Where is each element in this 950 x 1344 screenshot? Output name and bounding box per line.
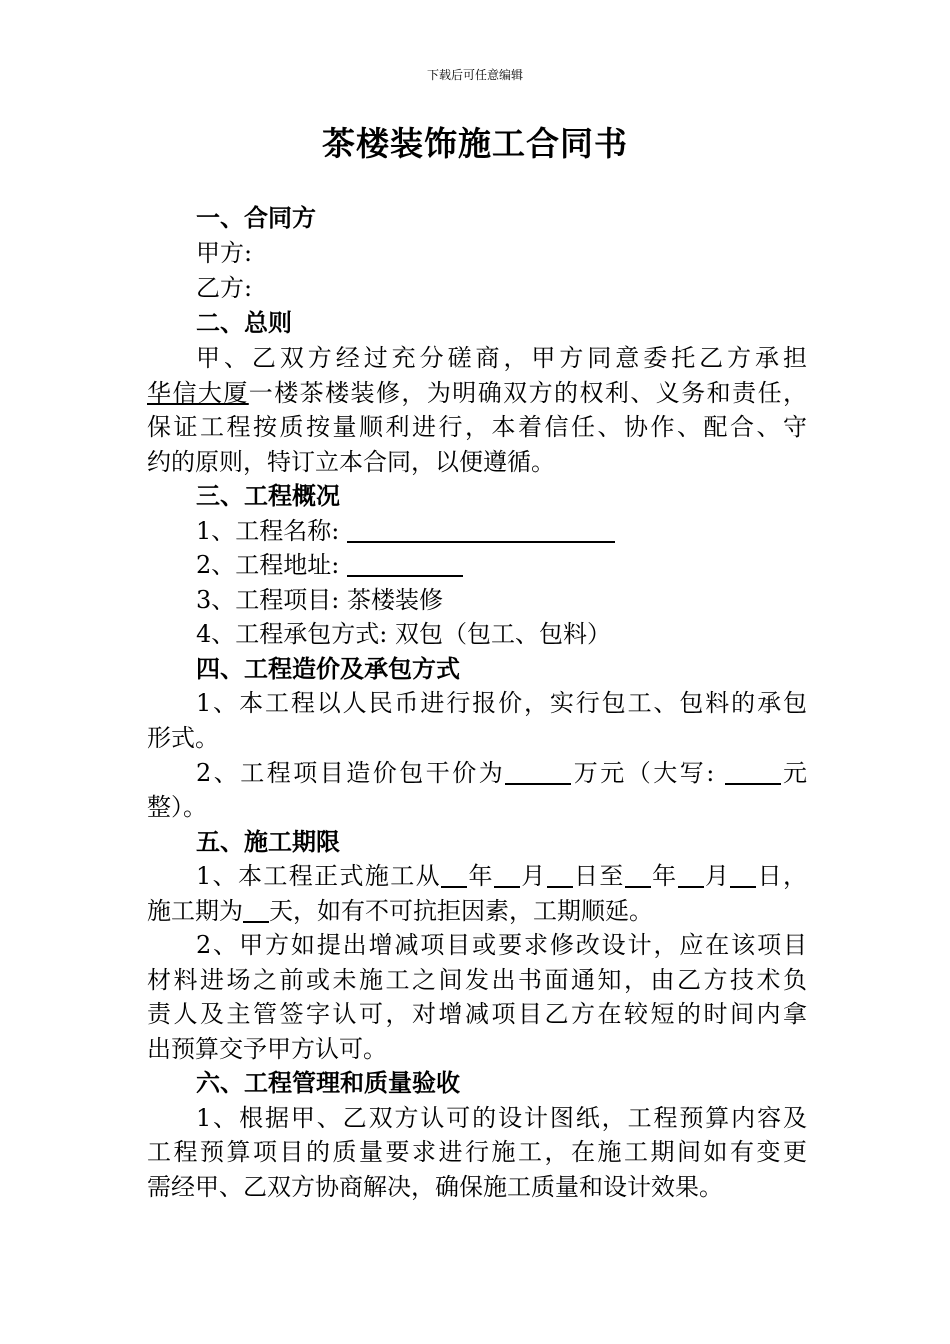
price-clause-1-line-2: 形式。 <box>147 724 219 752</box>
general-line-3: 保证工程按质按量顺利进行，本着信任、协作、配合、守 <box>147 413 807 441</box>
party-a-label: 甲方: <box>196 239 253 267</box>
price-text-b: 万元（大写: <box>571 759 715 787</box>
end-month-blank <box>678 860 704 888</box>
start-month-blank <box>494 860 520 888</box>
price-uppercase-blank <box>725 757 781 785</box>
header-note: 下载后可任意编辑 <box>426 68 523 82</box>
quality-clause-1-line-3: 需经甲、乙双方协商解决，确保施工质量和设计效果。 <box>147 1173 723 1201</box>
price-blank <box>505 757 571 785</box>
party-b-label: 乙方: <box>196 274 253 302</box>
period-clause-2-line-1: 2、甲方如提出增减项目或要求修改设计，应在该项目 <box>196 931 807 959</box>
project-item: 3、工程项目: 茶楼装修 <box>196 586 443 614</box>
period-clause-1-line-1 <box>196 859 807 893</box>
quality-clause-1-line-2: 工程预算项目的质量要求进行施工，在施工期间如有变更 <box>147 1138 807 1166</box>
period-clause-2-line-2: 材料进场之前或未施工之间发出书面通知，由乙方技术负 <box>147 966 807 994</box>
month-label: 月 <box>519 862 547 890</box>
day-end-label: 日， <box>756 862 807 890</box>
quality-clause-1-line-1: 1、根据甲、乙双方认可的设计图纸，工程预算内容及 <box>196 1104 807 1132</box>
start-day-blank <box>547 860 573 888</box>
project-address-label: 2、工程地址: <box>196 551 340 579</box>
general-line-2-rest: 一楼茶楼装修，为明确双方的权利、义务和责任， <box>248 379 807 407</box>
price-text-c: 元 <box>780 759 807 787</box>
general-line-1: 甲、乙双方经过充分磋商，甲方同意委托乙方承担 <box>196 344 807 372</box>
period-clause-1-line-2 <box>147 894 807 928</box>
section-2-heading: 二、总则 <box>196 309 292 337</box>
end-year-blank <box>625 860 651 888</box>
section-4-heading: 四、工程造价及承包方式 <box>196 655 460 683</box>
price-clause-1-line-1: 1、本工程以人民币进行报价，实行包工、包料的承包 <box>196 689 807 717</box>
month-label: 月 <box>703 862 731 890</box>
period-clause-2-line-4: 出预算交予甲方认可。 <box>147 1035 387 1063</box>
duration-text-a: 施工期为 <box>147 897 243 925</box>
price-clause-2-line-2: 整）。 <box>147 793 207 821</box>
year-label: 年 <box>467 862 494 890</box>
document-title: 茶楼装饰施工合同书 <box>322 124 628 163</box>
general-line-4: 约的原则，特订立本合同，以便遵循。 <box>147 448 555 476</box>
project-address-row <box>196 548 807 582</box>
year-label: 年 <box>650 862 678 890</box>
project-address-blank <box>347 549 463 577</box>
contract-method: 4、工程承包方式: 双包（包工、包料） <box>196 620 611 648</box>
period-text-start: 1、本工程正式施工从 <box>196 862 442 890</box>
section-3-heading: 三、工程概况 <box>196 482 340 510</box>
general-line-2 <box>147 376 807 410</box>
price-text-a: 2、工程项目造价包干价为 <box>196 759 506 787</box>
day-to-label: 日至 <box>572 862 625 890</box>
price-clause-2-line-1 <box>196 756 807 790</box>
project-name-row <box>196 514 807 548</box>
period-clause-2-line-3: 责人及主管签字认可，对增减项目乙方在较短的时间内拿 <box>147 1000 807 1028</box>
section-5-heading: 五、施工期限 <box>196 828 340 856</box>
building-name: 华信大厦 <box>147 379 249 407</box>
duration-days-blank <box>243 895 269 923</box>
project-name-blank <box>347 515 615 543</box>
section-1-heading: 一、合同方 <box>196 204 316 232</box>
end-day-blank <box>730 860 756 888</box>
start-year-blank <box>441 860 467 888</box>
duration-text-b: 天，如有不可抗拒因素，工期顺延。 <box>269 897 653 925</box>
section-6-heading: 六、工程管理和质量验收 <box>196 1069 460 1097</box>
project-name-label: 1、工程名称: <box>196 517 340 545</box>
